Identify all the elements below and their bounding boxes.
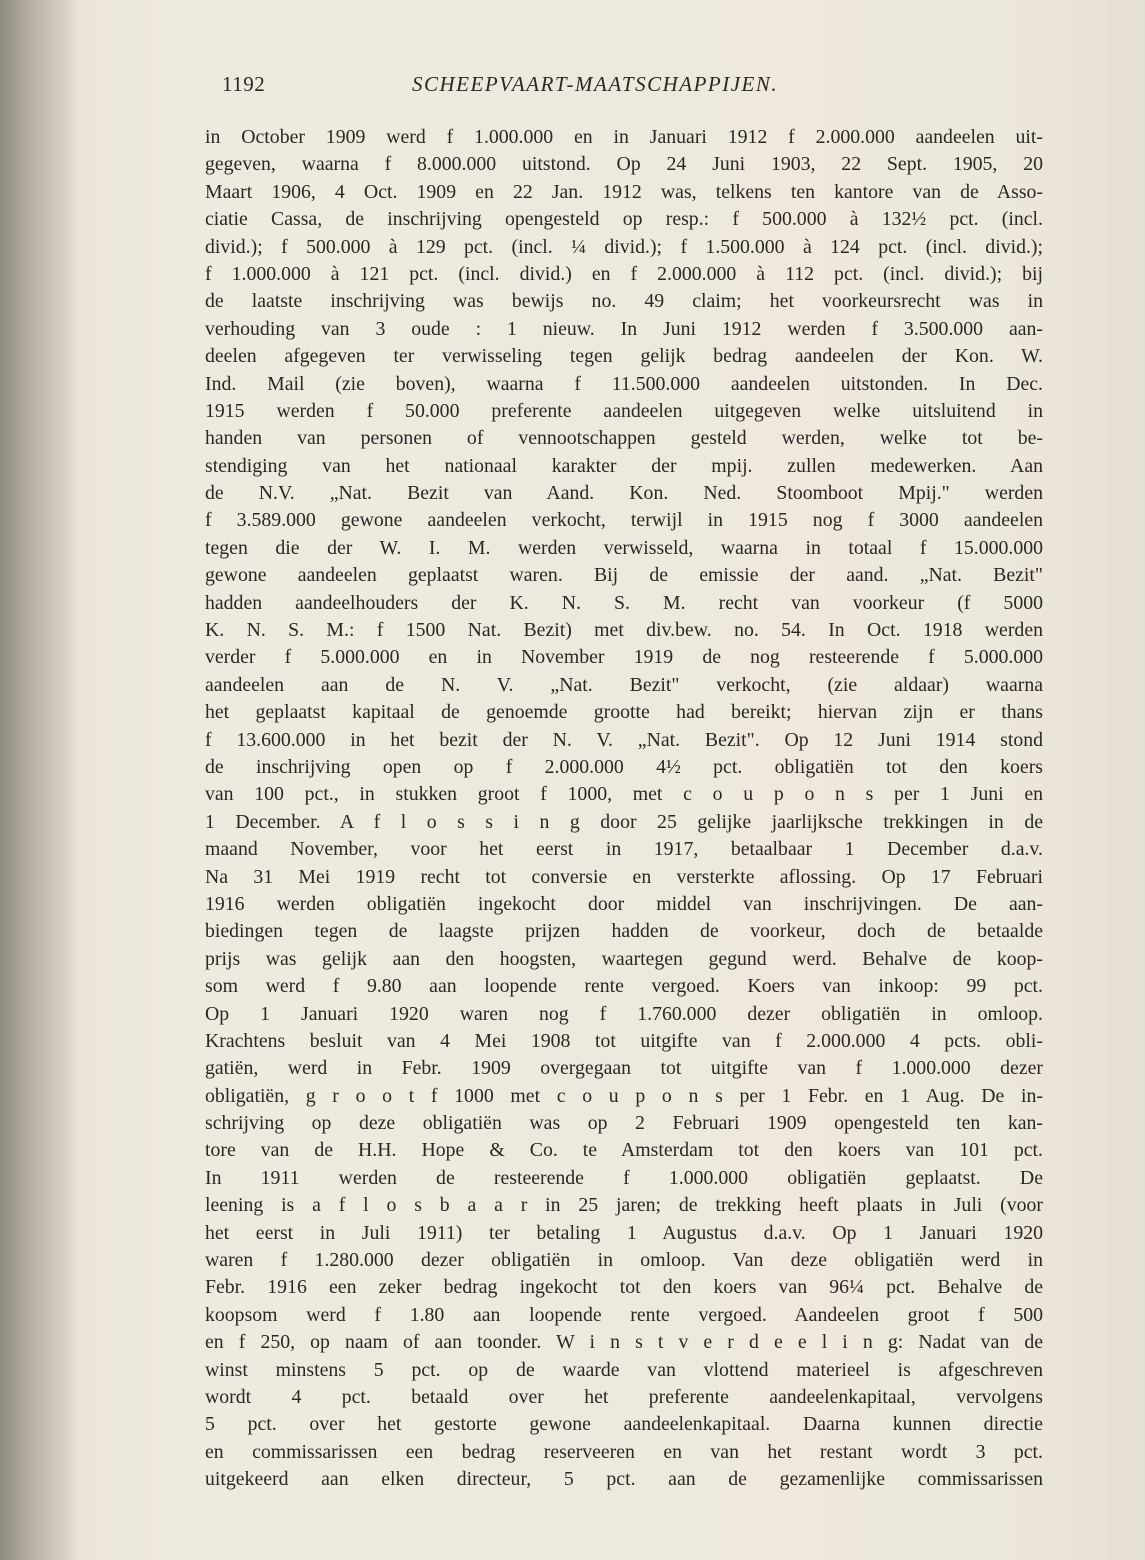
running-title: SCHEEPVAART-MAATSCHAPPIJEN. <box>412 72 779 96</box>
text-line: waren f 1.280.000 dezer obligatiën in omloop. Van deze obligatiën werd in <box>205 1249 1043 1272</box>
text-line: 1 December. A f l o s s i n g door 25 gelijke jaarlijksche trekkingen in de <box>205 810 1043 833</box>
page-gutter-shadow <box>0 0 78 1560</box>
text-line: Op 1 Januari 1920 waren nog f 1.760.000 dezer obligatiën in omloop. <box>205 1002 1043 1025</box>
text-line: K. N. S. M.: f 1500 Nat. Bezit) met div.bew. no. 54. In Oct. 1918 werden <box>205 619 1043 642</box>
text-line: ciatie Cassa, de inschrijving opengesteld op resp.: f 500.000 à 132½ pct. (incl. <box>205 208 1043 231</box>
text-line: en commissarissen een bedrag reserveeren en van het restant wordt 3 pct. <box>205 1440 1043 1463</box>
text-line: verhouding van 3 oude : 1 nieuw. In Juni 1912 werden f 3.500.000 aan- <box>205 317 1043 340</box>
text-line: van 100 pct., in stukken groot f 1000, met c o u p o n s per 1 Juni en <box>205 783 1043 806</box>
text-line: Maart 1906, 4 Oct. 1909 en 22 Jan. 1912 was, telkens ten kantore van de Asso- <box>205 180 1043 203</box>
text-line: f 1.000.000 à 121 pct. (incl. divid.) en f 2.000.000 à 112 pct. (incl. divid.); bij <box>205 262 1043 285</box>
text-line: tore van de H.H. Hope & Co. te Amsterdam tot den koers van 101 pct. <box>205 1139 1043 1162</box>
text-line: 1915 werden f 50.000 preferente aandeelen uitgegeven welke uitsluitend in <box>205 399 1043 422</box>
text-line: Febr. 1916 een zeker bedrag ingekocht tot den koers van 96¼ pct. Behalve de <box>205 1276 1043 1299</box>
text-line: de N.V. „Nat. Bezit van Aand. Kon. Ned. Stoomboot Mpij." werden <box>205 482 1043 505</box>
text-line: verder f 5.000.000 en in November 1919 de nog resteerende f 5.000.000 <box>205 646 1043 669</box>
text-line: gewone aandeelen geplaatst waren. Bij de emissie der aand. „Nat. Bezit" <box>205 564 1043 587</box>
text-line: In 1911 werden de resteerende f 1.000.000 obligatiën geplaatst. De <box>205 1166 1043 1189</box>
text-line: stendiging van het nationaal karakter der mpij. zullen medewerken. Aan <box>205 454 1043 477</box>
body-text <box>205 124 1043 1521</box>
text-line: obligatiën, g r o o t f 1000 met c o u p o n s per 1 Febr. en 1 Aug. De in- <box>205 1084 1043 1107</box>
text-line: biedingen tegen de laagste prijzen hadden de voorkeur, doch de betaalde <box>205 920 1043 943</box>
text-line: f 13.600.000 in het bezit der N. V. „Nat. Bezit". Op 12 Juni 1914 stond <box>205 728 1043 751</box>
text-line: het eerst in Juli 1911) ter betaling 1 Augustus d.a.v. Op 1 Januari 1920 <box>205 1221 1043 1244</box>
text-line: 5 pct. over het gestorte gewone aandeelenkapitaal. Daarna kunnen directie <box>205 1413 1043 1436</box>
text-line: winst minstens 5 pct. op de waarde van vlottend materieel is afgeschreven <box>205 1358 1043 1381</box>
text-line: hadden aandeelhouders der K. N. S. M. recht van voorkeur (f 5000 <box>205 591 1043 614</box>
text-line: 1916 werden obligatiën ingekocht door middel van inschrijvingen. De aan- <box>205 892 1043 915</box>
text-line: aandeelen aan de N. V. „Nat. Bezit" verkocht, (zie aldaar) waarna <box>205 673 1043 696</box>
page-header <box>222 72 1052 102</box>
text-line: schrijving op deze obligatiën was op 2 Februari 1909 opengesteld ten kan- <box>205 1112 1043 1135</box>
text-line: het geplaatst kapitaal de genoemde grootte had bereikt; hiervan zijn er thans <box>205 701 1043 724</box>
text-line: de inschrijving open op f 2.000.000 4½ pct. obligatiën tot den koers <box>205 755 1043 778</box>
text-line: koopsom werd f 1.80 aan loopende rente vergoed. Aandeelen groot f 500 <box>205 1303 1043 1326</box>
page-number: 1192 <box>222 72 266 96</box>
text-line: wordt 4 pct. betaald over het preferente aandeelenkapitaal, vervolgens <box>205 1385 1043 1408</box>
text-line: Krachtens besluit van 4 Mei 1908 tot uitgifte van f 2.000.000 4 pcts. obli- <box>205 1029 1043 1052</box>
text-line: prijs was gelijk aan den hoogsten, waartegen gegund werd. Behalve de koop- <box>205 947 1043 970</box>
text-line: gegeven, waarna f 8.000.000 uitstond. Op 24 Juni 1903, 22 Sept. 1905, 20 <box>205 153 1043 176</box>
text-line: de laatste inschrijving was bewijs no. 49 claim; het voorkeursrecht was in <box>205 290 1043 313</box>
text-line: f 3.589.000 gewone aandeelen verkocht, terwijl in 1915 nog f 3000 aandeelen <box>205 509 1043 532</box>
text-line: in October 1909 werd f 1.000.000 en in Januari 1912 f 2.000.000 aandeelen uit- <box>205 126 1043 148</box>
text-line: deelen afgegeven ter verwisseling tegen gelijk bedrag aandeelen der Kon. W. <box>205 345 1043 368</box>
text-line: maand November, voor het eerst in 1917, betaalbaar 1 December d.a.v. <box>205 838 1043 861</box>
text-line: Na 31 Mei 1919 recht tot conversie en versterkte aflossing. Op 17 Februari <box>205 865 1043 888</box>
text-line: som werd f 9.80 aan loopende rente vergoed. Koers van inkoop: 99 pct. <box>205 975 1043 998</box>
text-line: gatiën, werd in Febr. 1909 overgegaan tot uitgifte van f 1.000.000 dezer <box>205 1057 1043 1080</box>
text-line <box>205 1494 1043 1521</box>
text-line: divid.); f 500.000 à 129 pct. (incl. ¼ divid.); f 1.500.000 à 124 pct. (incl. divid.); <box>205 235 1043 258</box>
text-line: Ind. Mail (zie boven), waarna f 11.500.000 aandeelen uitstonden. In Dec. <box>205 372 1043 395</box>
text-line: tegen die der W. I. M. werden verwisseld, waarna in totaal f 15.000.000 <box>205 536 1043 559</box>
text-line: leening is a f l o s b a a r in 25 jaren; de trekking heeft plaats in Juli (voor <box>205 1194 1043 1217</box>
text-line: uitgekeerd aan elken directeur, 5 pct. aan de gezamenlijke commissarissen <box>205 1468 1043 1491</box>
text-line: handen van personen of vennootschappen gesteld werden, welke tot be- <box>205 427 1043 450</box>
text-line: en f 250, op naam of aan toonder. W i n s t v e r d e e l i n g: Nadat van de <box>205 1331 1043 1354</box>
